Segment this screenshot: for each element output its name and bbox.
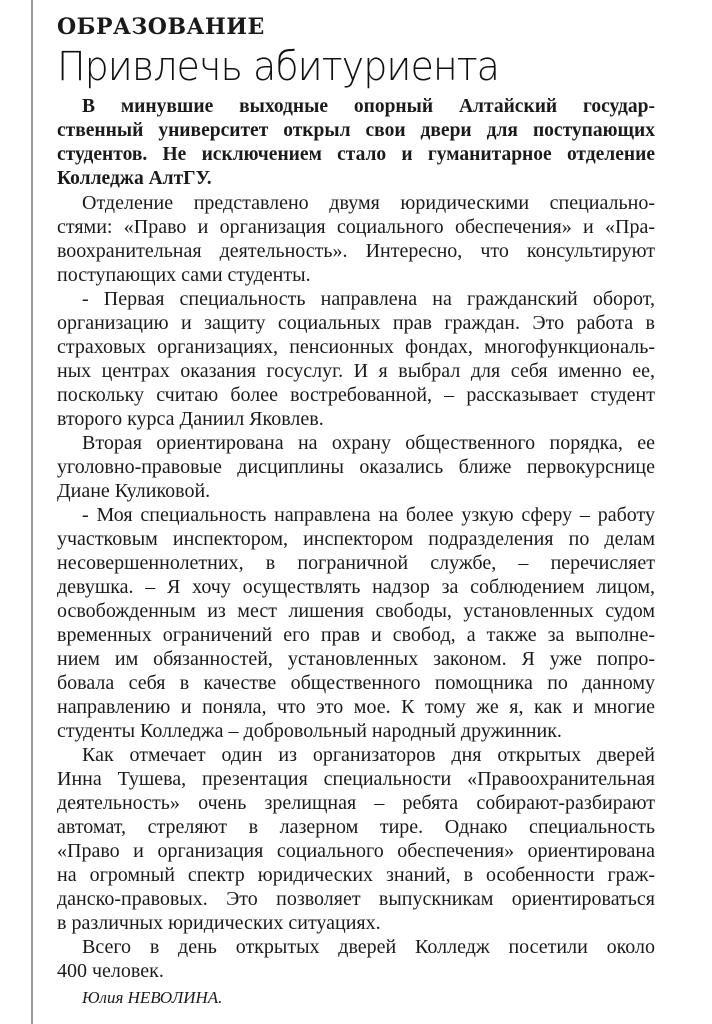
paragraph	[57, 935, 655, 983]
paragraph-line: нием им обязанностей, установленных законом. Я уже попро-	[57, 648, 655, 670]
paragraph-line: Диане Куликовой.	[57, 480, 211, 502]
paragraph-line: направлению и поняла, что это мое. К тому же я, как и многие	[57, 696, 655, 718]
paragraph-line: автомат, стреляют в лазерном тире. Однако специальность	[57, 816, 655, 838]
paragraph-line: - Моя специальность направлена на более узкую сферу – работу	[82, 504, 655, 526]
paragraph-line: воохранительная деятельность». Интересно, что консультируют	[57, 240, 655, 262]
paragraph-line: стями: «Право и организация социального обеспечения» и «Пра-	[57, 216, 655, 238]
lead-line: Колледжа АлтГУ.	[57, 168, 212, 189]
paragraph-line: - Первая специальность направлена на гражданский оборот,	[82, 288, 655, 310]
paragraph	[57, 503, 655, 743]
paragraph-line: бовала себя в качестве общественного помощника по данному	[57, 672, 655, 694]
paragraph-line: деятельность» очень зрелищная – ребята собирают-разбирают	[57, 792, 655, 814]
paragraph-line: Всего в день открытых дверей Колледж посетили около	[82, 936, 655, 958]
paragraph-line: освобожденным из мест лишения свободы, установленных судом	[57, 600, 655, 622]
paragraph-line: временных ограничений его прав и свобод, а также за выполне-	[57, 624, 655, 646]
paragraph	[57, 743, 655, 935]
article-body	[57, 95, 655, 1010]
paragraph-line: поступающих сами студенты.	[57, 264, 311, 286]
article-title: Привлечь абитуриента	[57, 44, 500, 90]
paragraph-line: поскольку считаю более востребованной, – рассказывает студент	[57, 384, 655, 406]
column-rule	[31, 0, 33, 1024]
paragraph	[57, 431, 655, 503]
paragraph-line: несовершеннолетних, в пограничной службе, – перечисляет	[57, 552, 655, 574]
article-lead	[57, 95, 655, 191]
author-byline: Юлия НЕВОЛИНА.	[82, 988, 223, 1007]
paragraph-line: страховых организациях, пенсионных фондах, многофункциональ-	[57, 336, 655, 358]
paragraph	[57, 191, 655, 287]
paragraph-line: в различных юридических ситуациях.	[57, 912, 381, 934]
lead-line: В минувшие выходные опорный Алтайский государ-	[82, 96, 655, 117]
paragraph-line: второго курса Даниил Яковлев.	[57, 408, 324, 430]
article-paragraphs	[57, 191, 655, 983]
paragraph-line: Как отмечает один из организаторов дня открытых дверей	[82, 744, 655, 766]
paragraph-line: организацию и защиту социальных прав граждан. Это работа в	[57, 312, 655, 334]
paragraph-line: девушка. – Я хочу осуществлять надзор за соблюдением лицом,	[57, 576, 655, 598]
paragraph-line: участковым инспектором, инспектором подразделения по делам	[57, 528, 655, 550]
paragraph-line: на огромный спектр юридических знаний, в особенности граж-	[57, 864, 655, 886]
section-rubric: ОБРАЗОВАНИЕ	[57, 14, 265, 40]
lead-line: ственный университет открыл свои двери для поступающих	[57, 120, 655, 141]
paragraph-line: 400 человек.	[57, 960, 164, 982]
paragraph-line: данско-правовых. Это позволяет выпускникам ориентироваться	[57, 888, 655, 910]
paragraph-line: «Право и организация социального обеспечения» ориентирована	[57, 840, 655, 862]
paragraph-line: Вторая ориентирована на охрану общественного порядка, ее	[82, 432, 655, 454]
paragraph-line: студенты Колледжа – добровольный народный дружинник.	[57, 720, 562, 742]
paragraph-line: ных центрах оказания госуслуг. И я выбрал для себя именно ее,	[57, 360, 655, 382]
paragraph-line: Отделение представлено двумя юридическими специально-	[82, 192, 655, 214]
lead-line: студентов. Не исключением стало и гуманитарное отделение	[57, 144, 655, 165]
paragraph	[57, 287, 655, 431]
paragraph-line: уголовно-правовые дисциплины оказались ближе первокурснице	[57, 456, 655, 478]
paragraph-line: Инна Тушева, презентация специальности «Правоохранительная	[57, 768, 655, 790]
